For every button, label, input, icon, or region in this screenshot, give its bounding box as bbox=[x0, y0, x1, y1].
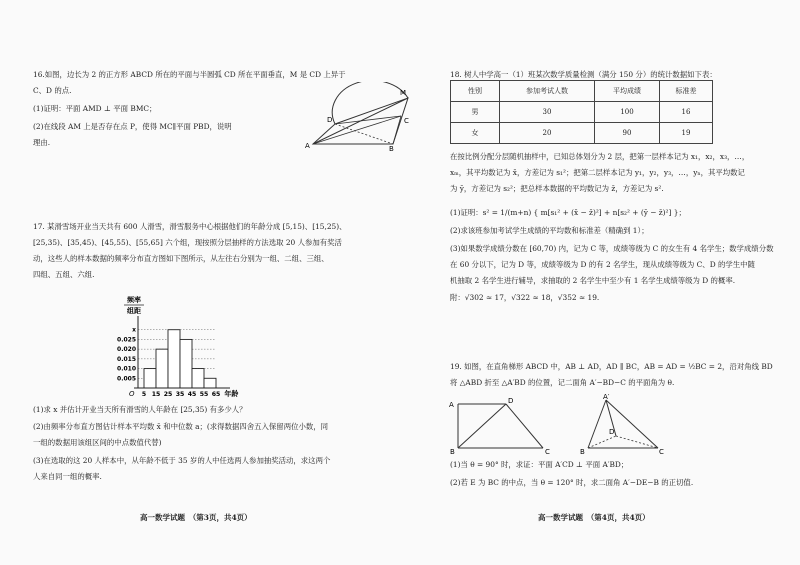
histogram-xtick: 5 bbox=[141, 391, 147, 398]
q19-label-a: A bbox=[449, 401, 454, 409]
histogram-bar bbox=[168, 330, 180, 388]
q19-figures bbox=[448, 394, 668, 456]
table-cell: 16 bbox=[660, 102, 713, 123]
q16-part-2b: 理由. bbox=[33, 138, 51, 147]
q16-figure bbox=[305, 82, 420, 152]
q16-stem-2: C、D 的点. bbox=[33, 86, 72, 95]
chart-origin-label: O bbox=[129, 390, 135, 398]
histogram-xtick: 55 bbox=[199, 391, 209, 398]
q19-label-d: D bbox=[508, 397, 514, 405]
q17-stem-4: 四组、五组、六组. bbox=[33, 270, 95, 279]
q19-stem-2: 将 △ABD 折至 △A′BD 的位置，记二面角 A′−BD−C 的平面角为 θ. bbox=[450, 378, 675, 387]
q17-stem-3: 动，这些人的样本数据的频率分布直方图如下图所示，从左往右分别为一组、二组、三组、 bbox=[33, 254, 329, 263]
table-header: 平均成绩 bbox=[595, 81, 660, 102]
q19-label-a-prime: A′ bbox=[603, 394, 610, 401]
histogram-xtick: 65 bbox=[211, 391, 221, 398]
histogram-bar bbox=[180, 339, 192, 388]
q19-part-2: (2)若 E 为 BC 的中点，当 θ = 120° 时，求二面角 A′−DE−B 的正切值. bbox=[450, 478, 694, 487]
q19-label-d2: D bbox=[609, 428, 615, 436]
table-cell: 100 bbox=[595, 102, 660, 123]
q19-part-1: (1)当 θ = 90° 时，求证：平面 A′CD ⊥ 平面 A′BD； bbox=[450, 460, 629, 469]
q16-part-2a: (2)在线段 AM 上是否存在点 P，使得 MC∥平面 PBD，说明 bbox=[33, 122, 232, 131]
chart-ylabel-bottom: 组距 bbox=[127, 307, 141, 315]
histogram-xtick: 35 bbox=[175, 391, 185, 398]
q18-text-2: xₘ，其平均数记为 x̄，方差记为 s₁²；把第二层样本记为 y₁，y₂，y₃，…，yₙ，其平均数记 bbox=[450, 168, 745, 177]
table-cell: 20 bbox=[500, 123, 595, 144]
q18-table bbox=[450, 80, 713, 144]
q16-label-c: C bbox=[404, 117, 409, 125]
histogram-ytick: 0.015 bbox=[117, 355, 136, 363]
q17-part-2b: 一组的数据用该组区间的中点数值代替) bbox=[33, 438, 162, 447]
table-header: 标准差 bbox=[660, 81, 713, 102]
table-cell: 30 bbox=[500, 102, 595, 123]
table-row bbox=[451, 102, 713, 123]
q17-part-3b: 人来自同一组的概率. bbox=[33, 472, 102, 481]
q17-part-1: (1)求 x 并估计开业当天所有滑雪的人年龄在 [25,35) 有多少人？ bbox=[33, 405, 247, 414]
q16-stem-1: 16.如图，边长为 2 的正方形 ABCD 所在的平面与半圆弧 CD 所在平面垂直，M 是 CD 上异于 bbox=[33, 70, 346, 79]
q19-stem-1: 19. 如图，在直角梯形 ABCD 中，AB ⊥ AD，AD ∥ BC，AB = AD = ½BC = 2，沿对角线 BD bbox=[450, 362, 773, 371]
histogram-xtick: 25 bbox=[163, 391, 173, 398]
table-header-row bbox=[451, 81, 713, 102]
q16-label-b: B bbox=[389, 145, 394, 152]
histogram-xtick: 15 bbox=[151, 391, 161, 398]
histogram-ytick: x bbox=[132, 326, 136, 334]
table-header: 性别 bbox=[451, 81, 500, 102]
q19-label-b2: B bbox=[580, 448, 585, 456]
table-cell: 女 bbox=[451, 123, 500, 144]
footer-page-4: 高一数学试题 （第4页，共4页） bbox=[538, 513, 650, 522]
chart-xlabel: 年龄 bbox=[224, 390, 239, 398]
q18-stem: 18. 树人中学高一（1）班某次数学质量检测（满分 150 分）的统计数据如下表： bbox=[450, 70, 717, 79]
q17-stem-1: 17. 某滑雪场开业当天共有 600 人滑雪，滑雪服务中心根据他们的年龄分成 [5,15)、[15,25)、 bbox=[33, 222, 347, 231]
q18-part-3b: 在 60 分以下，记为 D 等，成绩等级为 D 的有 2 名学生，现从成绩等级为 C、D 的学生中随 bbox=[450, 260, 755, 269]
table-cell: 19 bbox=[660, 123, 713, 144]
q19-label-c2: C bbox=[659, 448, 664, 456]
q16-label-a: A bbox=[305, 142, 310, 150]
q17-stem-2: [25,35)、[35,45)、[45,55)、[55,65] 六个组，现按照分层抽样的方法选取 20 人参加有奖活 bbox=[33, 238, 342, 247]
table-cell: 90 bbox=[595, 123, 660, 144]
table-cell: 男 bbox=[451, 102, 500, 123]
q17-histogram bbox=[98, 292, 248, 400]
q18-part-1: (1)证明：s² = 1/(m+n) { m[s₁² + (x̄ − z̄)²] + n[s₂² + (ȳ − z̄)²] }； bbox=[450, 208, 686, 217]
footer-page-3: 高一数学试题 （第3页，共4页） bbox=[140, 513, 252, 522]
table-row bbox=[451, 123, 713, 144]
q19-label-c: C bbox=[545, 448, 550, 456]
q18-text-1: 在按比例分配分层随机抽样中，已知总体划分为 2 层，把第一层样本记为 x₁，x₂，x₃，…， bbox=[450, 152, 750, 161]
histogram-ytick: 0.020 bbox=[117, 346, 136, 354]
q18-part-2: (2)求该班参加考试学生成绩的平均数和标准差（精确到 1）； bbox=[450, 226, 649, 235]
histogram-ytick: 0.025 bbox=[117, 336, 136, 344]
histogram-ytick: 0.005 bbox=[117, 375, 136, 383]
q18-text-3: 为 ȳ，方差记为 s₂²；把总样本数据的平均数记为 z̄，方差记为 s². bbox=[450, 184, 664, 193]
histogram-bar bbox=[144, 369, 156, 388]
histogram-bar bbox=[204, 378, 216, 388]
histogram-bar bbox=[192, 369, 204, 388]
q16-label-d: D bbox=[327, 116, 333, 124]
histogram-bar bbox=[156, 349, 168, 388]
q18-part-3c: 机抽取 2 名学生进行辅导，求抽取的 2 名学生中至少有 1 名学生成绩等级为 D 的概率. bbox=[450, 276, 736, 285]
page-4 bbox=[420, 0, 800, 565]
chart-ylabel-top: 频率 bbox=[127, 296, 141, 304]
q17-part-3a: (3)在选取的这 20 人样本中，从年龄不低于 35 岁的人中任选两人参加抽奖活动，求这两个 bbox=[33, 456, 331, 465]
q18-part-3d: 附：√302 ≈ 17，√322 ≈ 18，√352 ≈ 19. bbox=[450, 293, 600, 302]
histogram-ytick: 0.010 bbox=[117, 365, 136, 373]
histogram-xtick: 45 bbox=[187, 391, 197, 398]
q17-part-2a: (2)由频率分布直方图估计样本平均数 x̄ 和中位数 a；(求得数据四舍五入保留两位小数，同 bbox=[33, 422, 329, 431]
q16-part-1: (1)证明：平面 AMD ⊥ 平面 BMC； bbox=[33, 104, 157, 113]
q18-part-3a: (3)如果数学成绩分数在 [60,70) 内，记为 C 等，成绩等级为 C 的女生有 4 名学生；数学成绩分数 bbox=[450, 244, 774, 253]
table-header: 参加考试人数 bbox=[500, 81, 595, 102]
q16-label-m: M bbox=[400, 89, 407, 97]
q19-label-b: B bbox=[450, 448, 455, 456]
